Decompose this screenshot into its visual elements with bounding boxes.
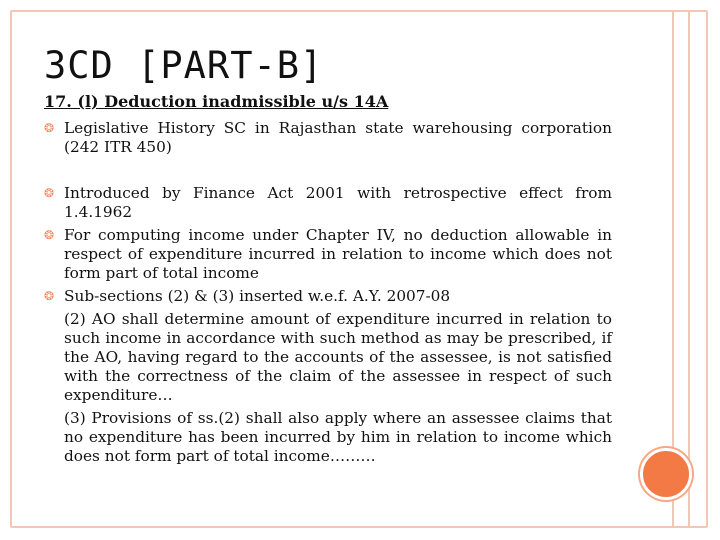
- bullet-text: Sub-sections (2) & (3) inserted w.e.f. A.Y. 2007-08: [64, 287, 451, 305]
- bullet-item: [44, 287, 612, 306]
- section-subheading: 17. (l) Deduction inadmissible u/s 14A: [44, 92, 389, 111]
- bullet-item: [44, 119, 612, 157]
- bullet-item: [44, 226, 612, 283]
- bullet-item: [44, 184, 612, 222]
- slide-title: 3CD [PART-B]: [44, 44, 324, 87]
- bullet-text: Introduced by Finance Act 2001 with retrospective effect from 1.4.1962: [64, 184, 612, 221]
- subsection-3-paragraph: (3) Provisions of ss.(2) shall also apply where an assessee claims that no expenditure has been incurred by him in relation to income which does not form part of total income………: [64, 409, 612, 465]
- bullet-text: Legislative History SC in Rajasthan state warehousing corporation (242 ITR 450): [64, 119, 612, 156]
- decorative-circle-icon: [640, 448, 692, 500]
- bullet-icon: ❂: [44, 228, 55, 242]
- bullet-icon: ❂: [44, 186, 55, 200]
- bullet-icon: ❂: [44, 289, 55, 303]
- slide-content: [44, 119, 612, 466]
- bullet-text: For computing income under Chapter IV, no deduction allowable in respect of expenditure incurred in relation to income which does not form part of total income: [64, 226, 612, 282]
- bullet-icon: ❂: [44, 121, 55, 135]
- subsection-2-paragraph: (2) AO shall determine amount of expenditure incurred in relation to such income in accordance with such method as may be prescribed, if the AO, having regard to the accounts of the assessee, is not satisfied with the correctness of the claim of the assessee in respect of such expenditure…: [64, 310, 612, 404]
